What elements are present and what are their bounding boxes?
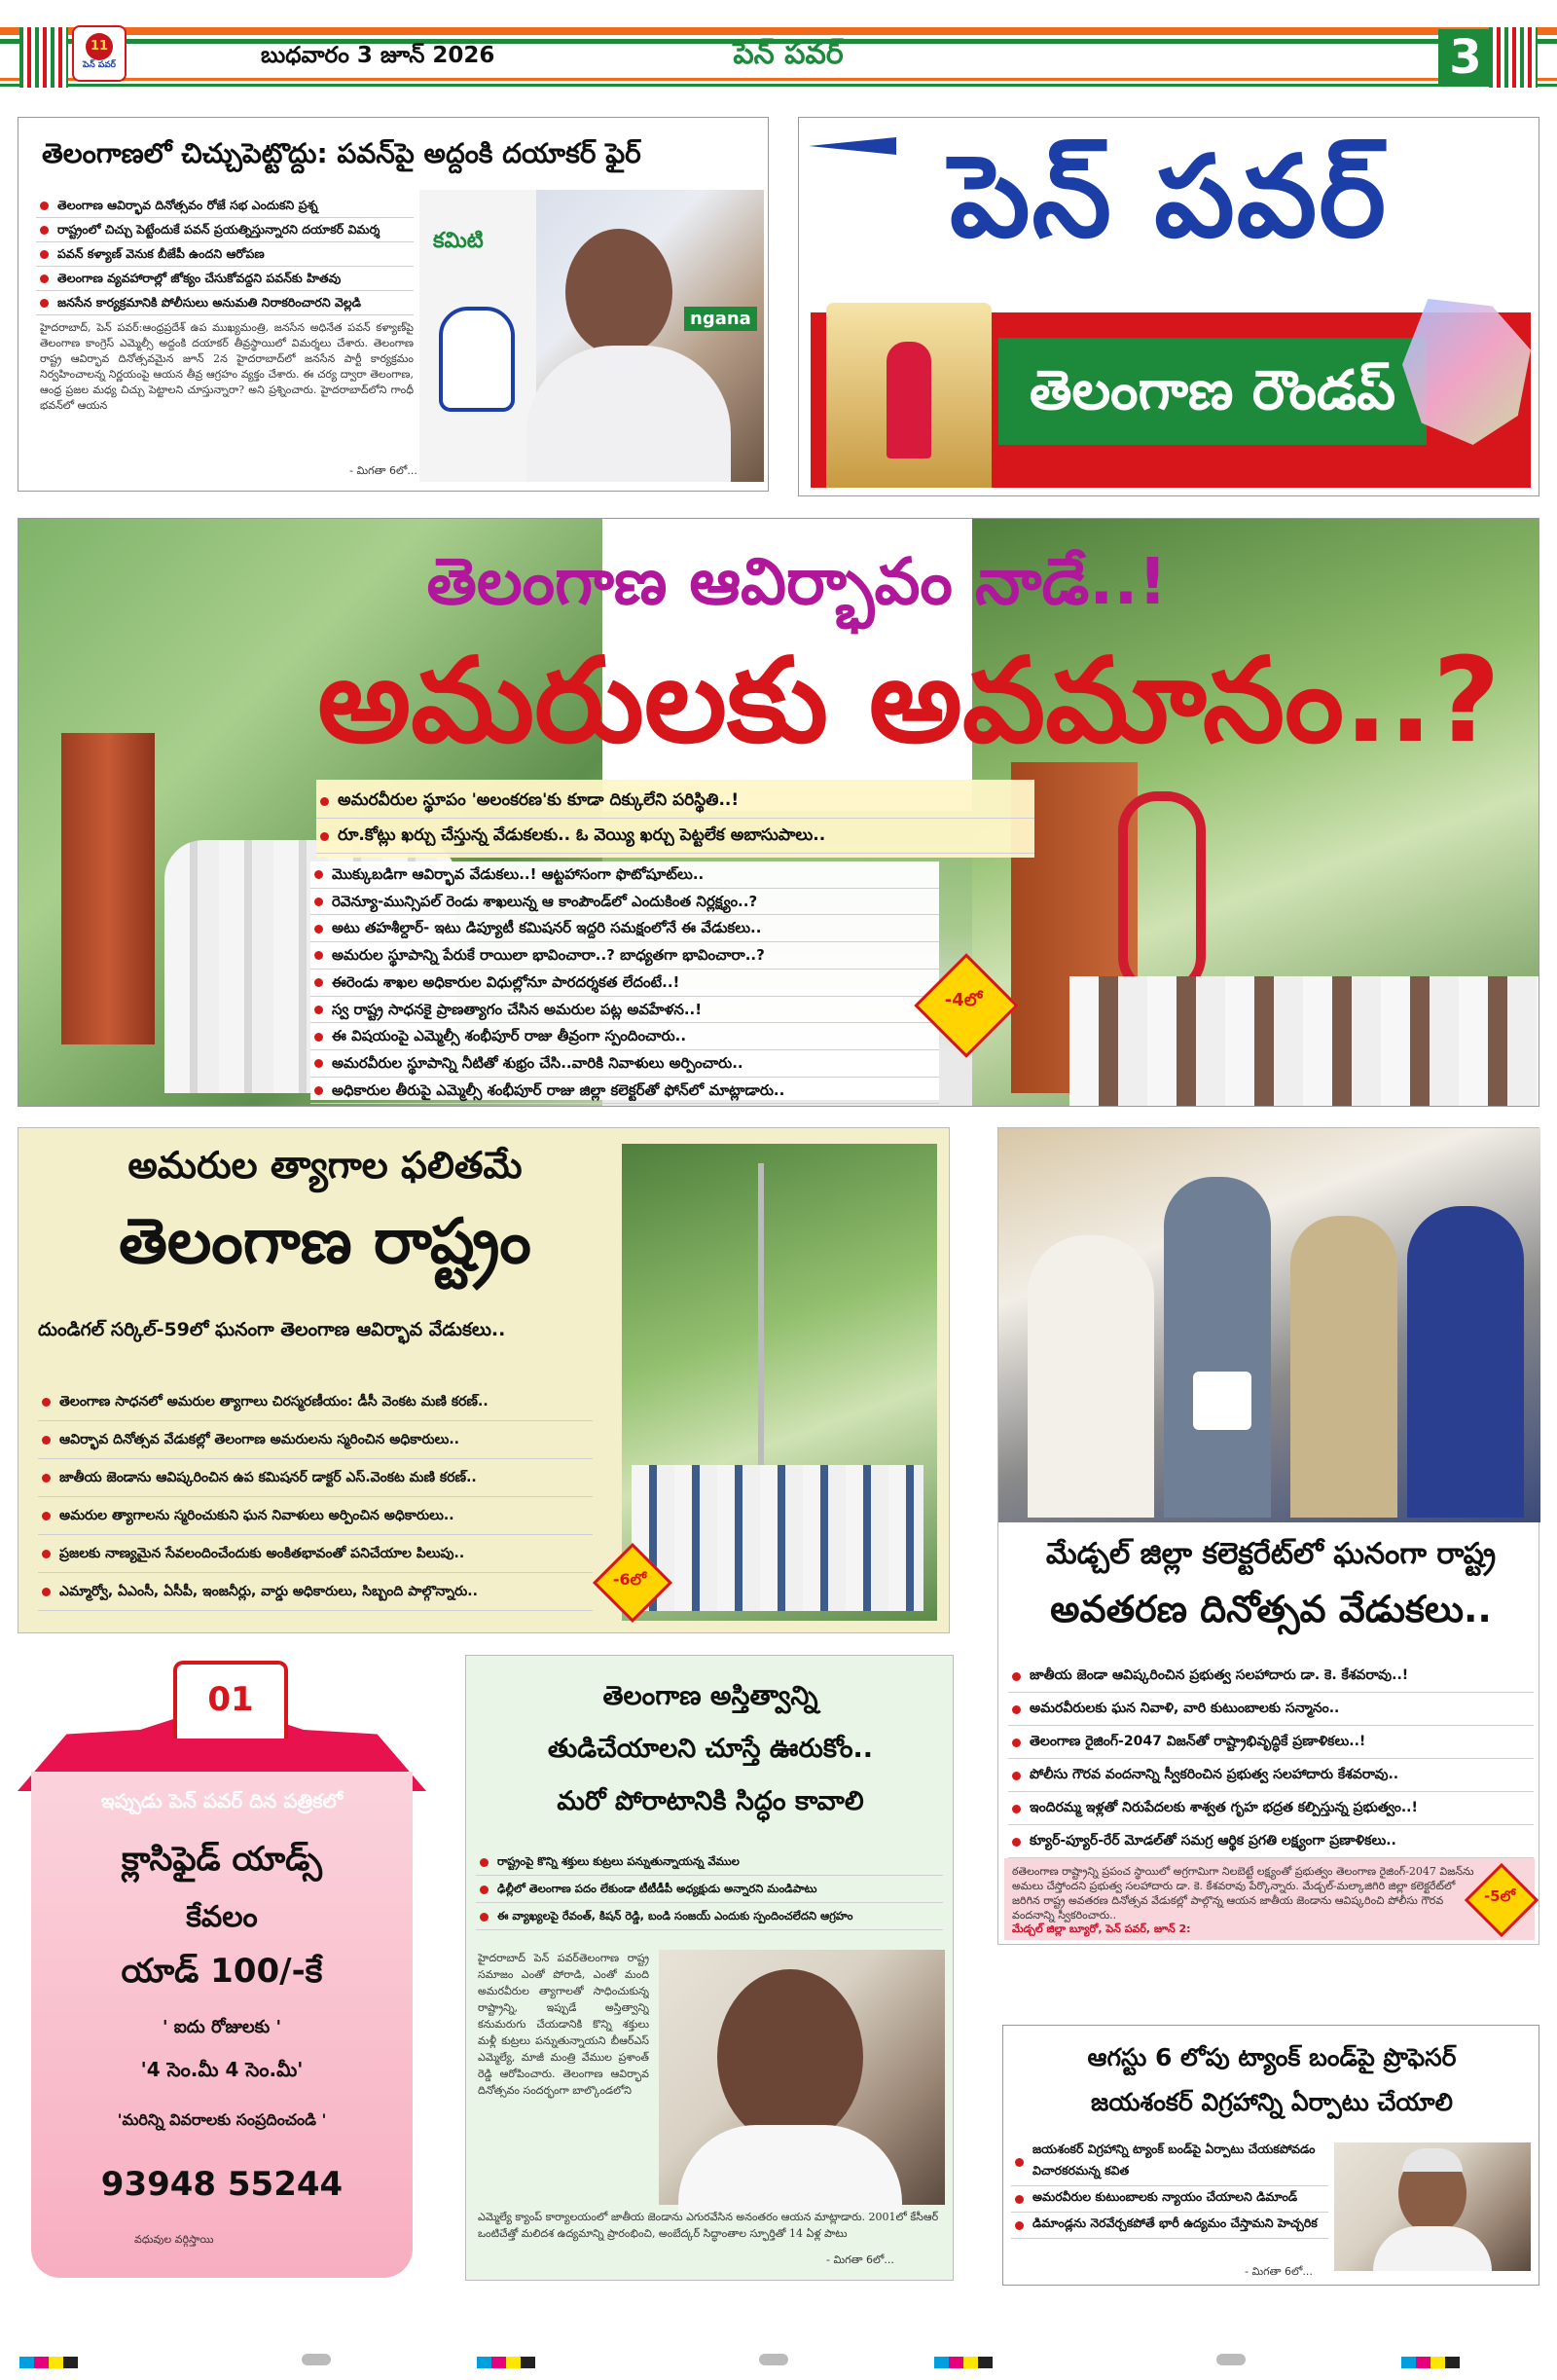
list-item: డిమాండ్లను నెరవేర్చకపోతే భారీ ఉద్యమం చేస్తామని హెచ్చరిక xyxy=(1011,2213,1328,2239)
hand-symbol xyxy=(439,307,515,412)
list-item: తెలంగాణ ఆవిర్భావ దినోత్సవం రోజే సభ ఎందుకని ప్రశ్న xyxy=(36,194,414,218)
ad-line1: ఇప్పుడు పెన్ పవర్ దిన పత్రికలో xyxy=(100,1789,344,1812)
vemula-face xyxy=(717,1969,863,2144)
garland xyxy=(1118,791,1206,996)
ad-phone: 93948 55244 xyxy=(100,2165,344,2204)
list-item: జాతీయ జెండాను ఆవిష్కరించిన ఉప కమిషనర్ డాక్టర్ ఎస్.వెంకట మణి కరణ్.. xyxy=(38,1459,593,1497)
page-number-box xyxy=(1438,29,1493,86)
lead-bullets-box xyxy=(310,861,939,1100)
jayashankar-photo xyxy=(1334,2142,1531,2271)
ad-line7: 'మరిన్ని వివరాలకు సంప్రదించండి ' xyxy=(117,2110,327,2129)
list-item: జాతీయ జెండా ఆవిష్కరించిన ప్రభుత్వ సలహాదారు డా. కె. కేశవరావు..! xyxy=(1008,1660,1534,1693)
jayashankar-headline-2: జయశంకర్ విగ్రహాన్ని ఏర్పాటు చేయాలి xyxy=(1091,2088,1453,2116)
list-item: రాష్ట్రంలో చిచ్చు పెట్టేందుకే పవన్ ప్రయత్నిస్తున్నారని దయాకర్ విమర్శ xyxy=(36,218,414,242)
list-item: అమరుల స్థూపాన్ని పేరుకే రాయిలా భావించారా..? బాధ్యతగా భావించారా..? xyxy=(310,942,939,970)
list-item: అమరవీరులకు ఘన నివాళి, వారి కుటుంబాలకు సన్మానం.. xyxy=(1008,1693,1534,1726)
list-item: ఈ వ్యాఖ్యలపై రేవంత్, కిషన్ రెడ్డి, బండి సంజయ్ ఎందుకు స్పందించలేదని ఆగ్రహం xyxy=(476,1903,943,1930)
medchal-photo xyxy=(998,1128,1540,1522)
ad-line3: కేవలం xyxy=(186,1900,258,1934)
lead-story xyxy=(18,518,1539,1107)
plant-pot xyxy=(1193,1372,1251,1430)
story-medchal xyxy=(997,1127,1539,1945)
list-item: రాష్ట్రంపై కొన్ని శక్తులు కుట్రలు పన్నుతున్నాయన్న వేముల xyxy=(476,1849,943,1876)
brand-subtitle: తెలంగాణ రౌండప్ xyxy=(998,338,1427,445)
list-item: జయశంకర్ విగ్రహాన్ని ట్యాంక్ బండ్‌పై ఏర్పాటు చేయకపోవడం విచారకరమన్న కవిత xyxy=(1011,2139,1328,2186)
page-number: 3 xyxy=(1449,30,1482,85)
asthithvam-headline-3: మరో పోరాటానికి సిద్ధం కావాలి xyxy=(557,1786,864,1816)
person-suit xyxy=(1164,1177,1271,1518)
list-item: ఆవిర్భావ దినోత్సవ వేడుకల్లో తెలంగాణ అమరులను స్మరించిన అధికారులు.. xyxy=(38,1421,593,1459)
story-jayashankar xyxy=(1002,2025,1539,2286)
asthithvam-body-full: ఎమ్మెల్యే క్యాంప్ కార్యాలయంలో జాతీయ జెండాను ఎగురవేసిన అనంతరం ఆయన మాట్లాడారు. 2001లో కేసీఆర్ ఒంటిచేత్తో మలిదశ ఉద్యమాన్ని ప్రారంభించి, అంబేద్కర్ సిద్ధాంతాల స్ఫూర్తితో 14 ఏళ్ల పాటు xyxy=(478,2211,939,2240)
crowd-right xyxy=(1069,976,1539,1107)
asthithvam-headline-2: తుడిచేయాలని చూస్తే ఊరుకోం.. xyxy=(547,1734,874,1764)
list-item: అమరవీరుల కుటుంబాలకు న్యాయం చేయాలని డిమాండ్ xyxy=(1011,2186,1328,2213)
story-dayakar-continued: - మిగతా 6లో... xyxy=(349,464,417,477)
jayashankar-continued: - మిగతా 6లో... xyxy=(1245,2265,1313,2278)
dundigal-kicker: అమరుల త్యాగాల ఫలితమే xyxy=(127,1144,523,1187)
brand-block xyxy=(798,117,1539,496)
story-dayakar xyxy=(18,117,769,492)
story-dundigal xyxy=(18,1127,950,1633)
jayashankar-hair xyxy=(1402,2148,1463,2172)
list-item: ప్రజలకు నాణ్యమైన సేవలందించేందుకు అంకితభావంతో పనిచేయాల పిలుపు.. xyxy=(38,1535,593,1573)
asthithvam-body-col: హైదరాబాద్ పెన్ పవర్‌తెలంగాణ రాష్ట్ర సమాజం ఎంతో పోరాడి, ఎంతో మంది అమరవీరుల త్యాగాలతో సాధించుకున్న రాష్ట్రాన్ని, ఇప్పుడే అస్తిత్వాన్ని కనుమరుగు చేయడానికి కొన్ని శక్తులు మళ్లీ కుట్రలు పన్నుతున్నాయని బీఆర్ఎస్ ఎమ్మెల్యే, మాజీ మంత్రి వేముల ప్రశాంత్ రెడ్డి ఆరోపించారు. తెలంగాణ ఆవిర్భావ దినోత్సవం సందర్భంగా బాల్కొండలోని xyxy=(478,1952,649,2097)
medchal-bullets xyxy=(1008,1660,1534,1858)
list-item: అధికారుల తీరుపై ఎమ్మెల్సీ శంభీపూర్ రాజు జిల్లా కలెక్టర్‌తో ఫోన్‌లో మాట్లాడారు.. xyxy=(310,1078,939,1105)
masthead-logo-text: పెన్ పవర్ xyxy=(83,60,116,70)
story-dayakar-headline: తెలంగాణలో చిచ్చుపెట్టొద్దు: పవన్‌పై అద్దంకి దయాకర్ ఫైర్ xyxy=(42,137,641,169)
lead-top-bullets-box xyxy=(316,780,1034,858)
person-blue xyxy=(1407,1206,1524,1518)
brand-title: పెన్ పవర్ xyxy=(949,130,1389,263)
list-item: ఢిల్లీలో తెలంగాణ పదం లేకుండా టీటీడీపీ అధ్యక్షుడు అన్నారని మండిపాటు xyxy=(476,1876,943,1903)
asthithvam-bullets xyxy=(476,1849,943,1930)
story-dayakar-bullets xyxy=(36,194,414,315)
masthead-date: బుధవారం 3 జూన్ 2026 xyxy=(261,43,495,68)
dundigal-headline: తెలంగాణ రాష్ట్రం xyxy=(119,1206,531,1278)
asthithvam-photo xyxy=(659,1950,945,2205)
temple-arch xyxy=(826,303,992,488)
list-item: తెలంగాణ సాధనలో అమరుల త్యాగాలు చిరస్మరణీయం: డీసీ వెంకట మణి కరణ్.. xyxy=(38,1383,593,1421)
person-silhouette xyxy=(565,229,672,355)
list-item: పవన్ కళ్యాణ్ వెనుక బీజేపీ ఉందని ఆరోపణ xyxy=(36,242,414,267)
list-item: ఈరెండు శాఖల అధికారుల విధుల్లోనూ పారదర్శకత లేదంటే..! xyxy=(310,970,939,997)
story-dayakar-body: హైదరాబాద్, పెన్ పవర్:ఆంధ్రప్రదేశ్ ఉప ముఖ్యమంత్రి, జనసేన అధినేత పవన్ కళ్యాణ్‌పై తెలంగాణ కాంగ్రెస్ ఎమ్మెల్సీ అద్దంకి దయాకర్ తీవ్రస్థాయిలో విమర్శలు చేశారు. తెలంగాణ రాష్ట్ర ఆవిర్భావ దినోత్సవమైన జూన్ 2న హైదరాబాద్‌లో జనసేన పార్టీ కార్యక్రమం నిర్వహించాలన్న నిర్ణయంపై ఆయన తీవ్ర ఆగ్రహం వ్యక్తం చేశారు. ఈ చర్య ద్వారా తెలంగాణ, ఆంధ్ర ప్రజల మధ్య చిచ్చు పెట్టాలని చూస్తున్నారా? అని ప్రశ్నించారు. హైదరాబాద్‌లోని గాంధీ భవన్‌లో ఆయన xyxy=(40,321,414,412)
person-police xyxy=(1290,1216,1397,1518)
list-item: ఇందిరమ్మ ఇళ్లతో నిరుపేదలకు శాశ్వత గృహ భద్రత కల్పిస్తున్న ప్రభుత్వం..! xyxy=(1008,1792,1534,1825)
list-item: తెలంగాణ వ్యవహారాల్లో జోక్యం చేసుకోవద్దని పవన్‌కు హితవు xyxy=(36,267,414,291)
ad-line5: ' ఐదు రోజులకు ' xyxy=(162,2017,282,2037)
asthithvam-headline-1: తెలంగాణ అస్తిత్వాన్ని xyxy=(602,1681,818,1711)
goddess-figure xyxy=(887,342,931,458)
dundigal-photo xyxy=(622,1144,937,1621)
medchal-body-box xyxy=(1004,1858,1535,1940)
list-item: ఎమ్మార్వో, ఏఎంసీ, ఏసీపీ, ఇంజనీర్లు, వార్డు అధికారులు, సిబ్బంది పాల్గొన్నారు.. xyxy=(38,1573,593,1611)
dundigal-jump: -6లో xyxy=(612,1570,647,1589)
medchal-body: ఠతెలంగాణ రాష్ట్రాన్ని ప్రపంచ స్థాయిలో అగ్రగామిగా నిలబెట్టే లక్ష్యంతో ప్రభుత్వం తెలంగాణ రైజింగ్-2047 విజన్‌ను అమలు చేస్తోందని ప్రభుత్వ సలహాదారు డా. కె. కేశవరావు పేర్కొన్నారు. మేడ్చల్-మల్కాజిగిరి జిల్లా కలెక్టరేట్‌లో జరిగిన రాష్ట్ర అవతరణ దినోత్సవ వేడుకల్లో పాల్గొన్న ఆయన జాతీయ జెండాను ఆవిష్కరించి పోలీసు గౌరవ వందనాన్ని స్వీకరించారు.. xyxy=(1012,1865,1474,1922)
person-white xyxy=(1028,1235,1154,1518)
dundigal-subhead: దుండిగల్ సర్కిల్-59లో ఘనంగా తెలంగాణ ఆవిర్భావ వేడుకలు.. xyxy=(38,1319,506,1340)
poster-text: కమిటి xyxy=(433,229,484,253)
list-item: రెవెన్యూ-మున్సిపల్ రెండు శాఖలున్న ఆ కాంపౌండ్‌లో ఎందుకింత నిర్లక్ష్యం..? xyxy=(310,889,939,916)
list-item: అటు తహశీల్దార్- ఇటు డిప్యూటీ కమిషనర్ ఇద్దరి సమక్షంలోనే ఈ వేడుకలు.. xyxy=(310,915,939,942)
crowd-dundigal xyxy=(632,1465,923,1611)
dundigal-bullets xyxy=(38,1383,593,1611)
medchal-dateline: మేడ్చల్ జిల్లా బ్యూరో, పెన్ పవర్, జూన్ 2: xyxy=(1012,1922,1191,1935)
ad-line4: యాడ్ 100/-కే xyxy=(121,1952,323,1991)
lead-jump: -4లో xyxy=(944,990,983,1010)
color-registration-bar xyxy=(19,2354,1538,2369)
story-dayakar-photo xyxy=(419,190,764,482)
ad-footer: వధువుల వర్గిస్తాయి xyxy=(134,2233,214,2246)
jayashankar-bullets xyxy=(1011,2139,1328,2239)
list-item: మొక్కుబడిగా ఆవిర్భావ వేడుకలు..! ఆట్టహాసంగా ఫొటోషూట్‌లు.. xyxy=(310,861,939,889)
masthead-logo: 11 పెన్ పవర్ xyxy=(72,25,127,82)
lead-kicker: తెలంగాణ ఆవిర్భావం నాడే..! xyxy=(426,544,1168,619)
list-item: పోలీసు గౌరవ వందనాన్ని స్వీకరించిన ప్రభుత్వ సలహాదారు కేశవరావు.. xyxy=(1008,1759,1534,1792)
jayashankar-shirt xyxy=(1373,2226,1492,2271)
list-item: స్వ రాష్ట్ర సాధనకై ప్రాణత్యాగం చేసిన అమరుల పట్ల అవహేళన..! xyxy=(310,997,939,1024)
jayashankar-headline-1: ఆగస్టు 6 లోపు ట్యాంక్ బండ్‌పై ప్రొఫెసర్ xyxy=(1087,2043,1457,2071)
ad-number-tab xyxy=(173,1661,288,1739)
ad-number: 01 xyxy=(207,1680,254,1719)
medchal-jump: -5లో xyxy=(1483,1887,1516,1905)
classified-ad xyxy=(18,1655,426,2288)
masthead xyxy=(0,0,1557,97)
list-item: క్యూర్-ప్యూర్-రేర్ మోడల్‌తో సమగ్ర ఆర్థిక ప్రగతి లక్ష్యంగా ప్రణాళికలు.. xyxy=(1008,1825,1534,1858)
ad-line2: క్లాసిఫైడ్ యాడ్స్ xyxy=(122,1840,322,1879)
story-asthithvam xyxy=(465,1655,954,2281)
list-item: అమరవీరుల స్థూపాన్ని నీటితో శుభ్రం చేసి..వారికి నివాళులు అర్పించారు.. xyxy=(310,1050,939,1078)
medchal-headline-1: మేడ్చల్ జిల్లా కలెక్టరేట్‌లో ఘనంగా రాష్ట్ర xyxy=(1045,1537,1497,1571)
list-item: జనసేన కార్యక్రమానికి పోలీసులు అనుమతి నిరాకరించారని వెల్లడి xyxy=(36,291,414,315)
poster-text-2: ngana xyxy=(684,307,757,331)
list-item: రూ.కోట్లు ఖర్చు చేస్తున్న వేడుకలకు.. ఓ వెయ్యి ఖర్చు పెట్టలేక అబాసుపాలు.. xyxy=(316,819,1034,854)
list-item: అమరవీరుల స్థూపం 'అలంకరణ'కు కూడా దిక్కులేని పరిస్థితి..! xyxy=(316,784,1034,819)
list-item: తెలంగాణ రైజింగ్-2047 విజన్‌తో రాష్ట్రాభివృద్ధికే ప్రణాళికలు..! xyxy=(1008,1726,1534,1759)
lead-headline: అమరులకు అవమానం..? xyxy=(317,634,1501,769)
stupa-pillar xyxy=(61,733,155,1044)
asthithvam-continued: - మిగతా 6లో... xyxy=(826,2253,894,2266)
medchal-headline-2: అవతరణ దినోత్సవ వేడుకలు.. xyxy=(1050,1588,1492,1630)
masthead-paper-name: పెన్ పవర్ xyxy=(733,37,844,71)
person-body xyxy=(526,346,731,482)
vemula-shirt xyxy=(678,2125,902,2213)
masthead-left-stripes xyxy=(19,27,68,88)
list-item: అమరుల త్యాగాలను స్మరించుకుని ఘన నివాళులు అర్పించిన అధికారులు.. xyxy=(38,1497,593,1535)
masthead-right-stripes xyxy=(1489,27,1538,88)
ad-line6: '4 సెం.మీ 4 సెం.మీ' xyxy=(140,2058,304,2081)
list-item: ఈ విషయంపై ఎమ్మెల్సీ శంభీపూర్ రాజు తీవ్రంగా స్పందించారు.. xyxy=(310,1023,939,1050)
